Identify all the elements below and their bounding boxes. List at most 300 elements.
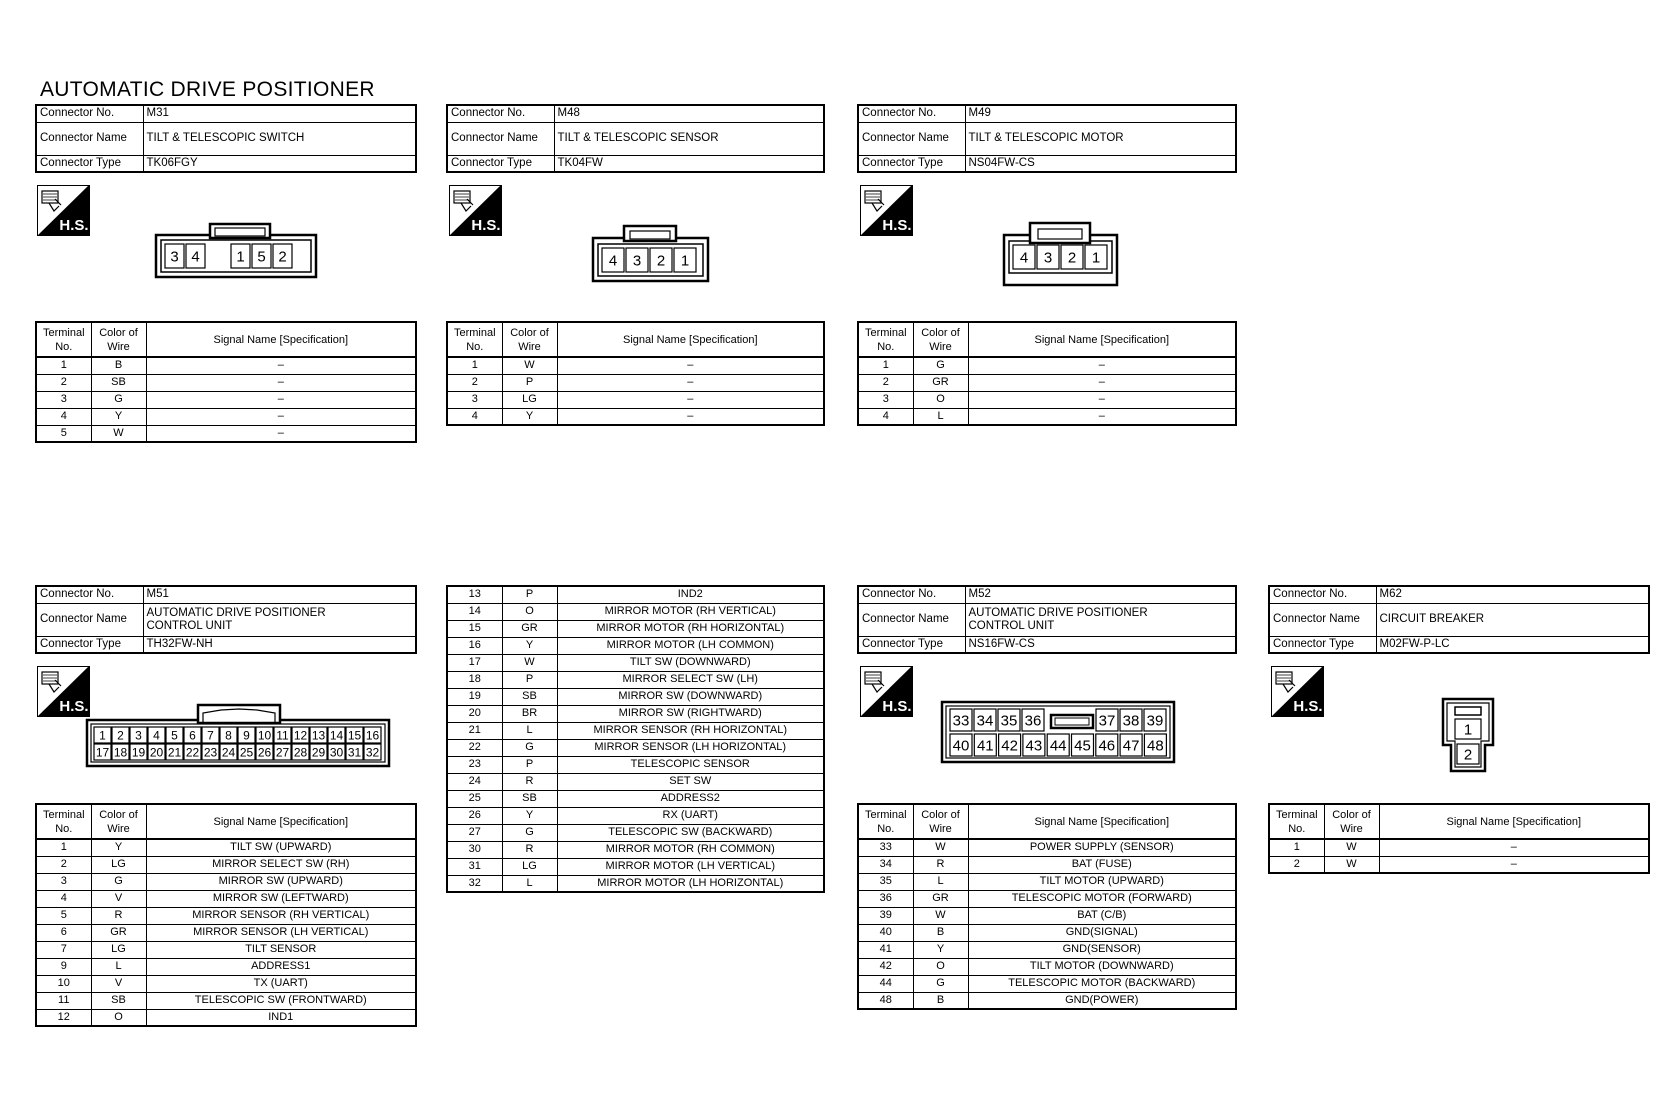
table-row xyxy=(858,408,1236,425)
wire-color-cell: Y xyxy=(91,839,146,856)
signal-name-cell: – xyxy=(968,374,1236,391)
terminal-no-cell: 20 xyxy=(447,705,502,722)
connector-name-label: Connector Name xyxy=(36,122,143,155)
wire-color-cell: Y xyxy=(913,941,968,958)
signal-name-cell: – xyxy=(968,408,1236,425)
connector-face-m31-svg xyxy=(155,222,320,280)
wire-color-cell: SB xyxy=(91,374,146,391)
table-row xyxy=(447,824,824,841)
pin-number: 22 xyxy=(185,745,200,760)
wire-color-cell: B xyxy=(913,924,968,941)
connector-m62 xyxy=(1268,585,1650,654)
wire-color-cell: SB xyxy=(91,992,146,1009)
pin-number: 2 xyxy=(1463,746,1473,764)
signal-name-cell: BAT (FUSE) xyxy=(968,856,1236,873)
signal-name-cell: SET SW xyxy=(557,773,824,790)
pin-number: 4 xyxy=(153,728,160,743)
wire-color-cell: GR xyxy=(913,890,968,907)
connector-info-table xyxy=(857,585,1237,654)
terminal-no-cell: 31 xyxy=(447,858,502,875)
wire-color-cell: LG xyxy=(91,941,146,958)
signal-name-cell: MIRROR SW (RIGHTWARD) xyxy=(557,705,824,722)
pin-table-m52 xyxy=(857,803,1237,1010)
connector-name-label: Connector Name xyxy=(858,122,965,155)
terminal-no-cell: 1 xyxy=(1269,839,1324,856)
signal-name-cell: – xyxy=(557,408,824,425)
pin-number: 8 xyxy=(225,728,232,743)
pin-number: 3 xyxy=(632,252,642,270)
pin-number: 2 xyxy=(117,728,124,743)
color-of-wire-header: Color of Wire xyxy=(91,322,146,357)
signal-name-cell: – xyxy=(146,357,416,374)
wire-color-cell: G xyxy=(913,975,968,992)
pin-number: 17 xyxy=(95,745,110,760)
table-row xyxy=(36,856,416,873)
hs-label: H.S. xyxy=(882,698,912,715)
wire-color-cell: BR xyxy=(502,705,557,722)
terminal-no-cell: 4 xyxy=(36,408,91,425)
wire-color-cell: P xyxy=(502,756,557,773)
pin-number: 3 xyxy=(135,728,142,743)
signal-name-cell: MIRROR MOTOR (RH COMMON) xyxy=(557,841,824,858)
terminal-no-header: Terminal No. xyxy=(36,322,91,357)
harness-side-icon xyxy=(1271,666,1324,717)
signal-name-cell: – xyxy=(968,357,1236,374)
terminal-no-header: Terminal No. xyxy=(447,322,502,357)
pin-table xyxy=(857,803,1237,1010)
pin-number: 39 xyxy=(1146,712,1164,730)
table-row xyxy=(858,391,1236,408)
table-row xyxy=(36,357,416,374)
wire-color-cell: O xyxy=(502,603,557,620)
connector-m49 xyxy=(857,104,1237,173)
connector-name-value: CIRCUIT BREAKER xyxy=(1376,603,1649,636)
signal-name-cell: TILT SW (DOWNWARD) xyxy=(557,654,824,671)
terminal-no-cell: 2 xyxy=(858,374,913,391)
signal-name-cell: MIRROR SENSOR (RH HORIZONTAL) xyxy=(557,722,824,739)
connector-info-table xyxy=(1268,585,1650,654)
terminal-no-cell: 24 xyxy=(447,773,502,790)
signal-name-cell: GND(SENSOR) xyxy=(968,941,1236,958)
terminal-no-cell: 3 xyxy=(447,391,502,408)
connector-face-m52 xyxy=(941,701,1177,765)
pin-number: 42 xyxy=(1001,737,1018,755)
signal-name-cell: TILT SENSOR xyxy=(146,941,416,958)
table-row xyxy=(36,408,416,425)
terminal-no-cell: 22 xyxy=(447,739,502,756)
connector-no-value: M31 xyxy=(143,105,416,122)
terminal-no-cell: 2 xyxy=(36,856,91,873)
terminal-no-cell: 9 xyxy=(36,958,91,975)
connector-m48 xyxy=(446,104,825,173)
wire-color-cell: L xyxy=(913,408,968,425)
connector-face-m62 xyxy=(1441,697,1497,773)
connector-name-label: Connector Name xyxy=(1269,603,1376,636)
page-title: AUTOMATIC DRIVE POSITIONER xyxy=(40,78,375,101)
signal-name-cell: – xyxy=(968,391,1236,408)
pin-number: 45 xyxy=(1074,737,1091,755)
wire-color-cell: P xyxy=(502,671,557,688)
pin-number: 29 xyxy=(311,745,326,760)
wire-color-cell: Y xyxy=(502,637,557,654)
pin-number: 28 xyxy=(293,745,308,760)
wire-color-cell: L xyxy=(913,873,968,890)
table-row xyxy=(858,975,1236,992)
terminal-no-cell: 30 xyxy=(447,841,502,858)
pin-number: 3 xyxy=(1043,249,1053,267)
terminal-no-cell: 2 xyxy=(447,374,502,391)
wire-color-cell: G xyxy=(91,873,146,890)
table-row xyxy=(447,374,824,391)
pin-number: 1 xyxy=(236,248,245,266)
table-row xyxy=(447,637,824,654)
terminal-no-cell: 4 xyxy=(858,408,913,425)
pin-number: 7 xyxy=(207,728,214,743)
harness-side-icon xyxy=(37,666,90,717)
wire-color-cell: W xyxy=(91,425,146,442)
signal-name-cell: – xyxy=(1379,856,1649,873)
connector-type-value: TK04FW xyxy=(554,155,824,172)
table-row xyxy=(447,671,824,688)
connector-info-table xyxy=(446,104,825,173)
signal-name-header: Signal Name [Specification] xyxy=(968,322,1236,357)
table-row xyxy=(36,890,416,907)
pin-table-m49 xyxy=(857,321,1237,426)
color-of-wire-header: Color of Wire xyxy=(913,804,968,839)
terminal-no-header: Terminal No. xyxy=(858,804,913,839)
signal-name-header: Signal Name [Specification] xyxy=(146,804,416,839)
wire-color-cell: Y xyxy=(502,807,557,824)
signal-name-cell: MIRROR MOTOR (RH VERTICAL) xyxy=(557,603,824,620)
pin-table-m51 xyxy=(35,803,417,1027)
signal-name-cell: – xyxy=(146,425,416,442)
pin-number: 21 xyxy=(167,745,182,760)
signal-name-cell: – xyxy=(557,374,824,391)
connector-no-value: M52 xyxy=(965,586,1236,603)
terminal-no-cell: 2 xyxy=(1269,856,1324,873)
hs-label: H.S. xyxy=(882,217,912,234)
connector-no-label: Connector No. xyxy=(858,105,965,122)
wire-color-cell: SB xyxy=(502,688,557,705)
wire-color-cell: GR xyxy=(91,924,146,941)
signal-name-cell: TELESCOPIC MOTOR (FORWARD) xyxy=(968,890,1236,907)
connector-no-label: Connector No. xyxy=(36,586,143,603)
terminal-no-cell: 14 xyxy=(447,603,502,620)
pin-number: 48 xyxy=(1147,737,1164,755)
signal-name-cell: IND2 xyxy=(557,586,824,603)
signal-name-cell: IND1 xyxy=(146,1009,416,1026)
wire-color-cell: W xyxy=(502,357,557,374)
table-row xyxy=(1269,839,1649,856)
terminal-no-cell: 33 xyxy=(858,839,913,856)
signal-name-cell: GND(POWER) xyxy=(968,992,1236,1009)
pin-number: 41 xyxy=(976,737,994,755)
pin-number: 35 xyxy=(1000,712,1018,730)
connector-no-value: M62 xyxy=(1376,586,1649,603)
signal-name-cell: – xyxy=(146,408,416,425)
signal-name-header: Signal Name [Specification] xyxy=(146,322,416,357)
signal-name-cell: ADDRESS1 xyxy=(146,958,416,975)
signal-name-cell: – xyxy=(146,391,416,408)
connector-no-label: Connector No. xyxy=(1269,586,1376,603)
pin-table xyxy=(1268,803,1650,874)
signal-name-cell: TILT MOTOR (UPWARD) xyxy=(968,873,1236,890)
terminal-no-cell: 1 xyxy=(447,357,502,374)
pin-number: 1 xyxy=(99,728,106,743)
pin-number: 10 xyxy=(257,728,272,743)
wire-color-cell: W xyxy=(502,654,557,671)
pin-number: 2 xyxy=(656,252,666,270)
wire-color-cell: R xyxy=(913,856,968,873)
wire-color-cell: R xyxy=(502,773,557,790)
color-of-wire-header: Color of Wire xyxy=(913,322,968,357)
signal-name-cell: MIRROR MOTOR (LH VERTICAL) xyxy=(557,858,824,875)
pin-number: 12 xyxy=(293,728,308,743)
hs-label: H.S. xyxy=(59,698,89,715)
table-row xyxy=(36,839,416,856)
pin-number: 5 xyxy=(257,248,266,266)
wire-color-cell: O xyxy=(913,391,968,408)
terminal-no-cell: 13 xyxy=(447,586,502,603)
pin-number: 13 xyxy=(311,728,326,743)
pin-number: 18 xyxy=(113,745,128,760)
terminal-no-cell: 1 xyxy=(858,357,913,374)
table-row xyxy=(447,603,824,620)
terminal-no-cell: 5 xyxy=(36,425,91,442)
pin-number: 16 xyxy=(365,728,380,743)
connector-name-value: AUTOMATIC DRIVE POSITIONER CONTROL UNIT xyxy=(965,603,1236,636)
signal-name-cell: MIRROR MOTOR (RH HORIZONTAL) xyxy=(557,620,824,637)
connector-type-label: Connector Type xyxy=(858,155,965,172)
color-of-wire-header: Color of Wire xyxy=(502,322,557,357)
pin-number: 23 xyxy=(203,745,218,760)
terminal-no-cell: 32 xyxy=(447,875,502,892)
signal-name-cell: ADDRESS2 xyxy=(557,790,824,807)
wire-color-cell: L xyxy=(91,958,146,975)
pin-number: 30 xyxy=(329,745,344,760)
pin-number: 44 xyxy=(1049,737,1067,755)
wire-color-cell: G xyxy=(91,391,146,408)
pin-table xyxy=(35,321,417,443)
signal-name-cell: MIRROR SW (UPWARD) xyxy=(146,873,416,890)
pin-number: 2 xyxy=(1067,249,1077,267)
wire-color-cell: R xyxy=(502,841,557,858)
table-row xyxy=(447,408,824,425)
wire-color-cell: O xyxy=(91,1009,146,1026)
connector-m51 xyxy=(35,585,417,654)
pin-number: 47 xyxy=(1122,737,1140,755)
pin-number: 11 xyxy=(276,728,289,743)
table-row xyxy=(858,374,1236,391)
pin-number: 5 xyxy=(171,728,178,743)
harness-side-icon xyxy=(860,185,913,236)
table-row xyxy=(36,907,416,924)
pin-table-m62 xyxy=(1268,803,1650,874)
connector-info-table xyxy=(35,104,417,173)
connector-face-m52-svg xyxy=(941,701,1177,765)
connector-type-value: M02FW-P-LC xyxy=(1376,636,1649,653)
connector-no-value: M51 xyxy=(143,586,416,603)
table-row xyxy=(36,425,416,442)
terminal-no-header: Terminal No. xyxy=(1269,804,1324,839)
table-row xyxy=(858,924,1236,941)
wire-color-cell: G xyxy=(502,824,557,841)
connector-type-label: Connector Type xyxy=(1269,636,1376,653)
table-row xyxy=(36,873,416,890)
connector-type-value: NS04FW-CS xyxy=(965,155,1236,172)
pin-number: 1 xyxy=(1463,721,1473,739)
signal-name-cell: MIRROR SW (LEFTWARD) xyxy=(146,890,416,907)
terminal-no-cell: 5 xyxy=(36,907,91,924)
wire-color-cell: Y xyxy=(91,408,146,425)
table-row xyxy=(858,992,1236,1009)
pin-number: 19 xyxy=(131,745,146,760)
terminal-no-cell: 36 xyxy=(858,890,913,907)
signal-name-cell: GND(SIGNAL) xyxy=(968,924,1236,941)
wire-color-cell: V xyxy=(91,890,146,907)
wire-color-cell: W xyxy=(913,907,968,924)
signal-name-cell: MIRROR MOTOR (LH HORIZONTAL) xyxy=(557,875,824,892)
terminal-no-cell: 25 xyxy=(447,790,502,807)
table-row xyxy=(447,391,824,408)
pin-table-m51-continued xyxy=(446,585,825,893)
table-row xyxy=(447,858,824,875)
connector-type-label: Connector Type xyxy=(858,636,965,653)
signal-name-cell: MIRROR SELECT SW (RH) xyxy=(146,856,416,873)
wire-color-cell: B xyxy=(913,992,968,1009)
connector-name-label: Connector Name xyxy=(858,603,965,636)
terminal-no-cell: 7 xyxy=(36,941,91,958)
terminal-no-cell: 12 xyxy=(36,1009,91,1026)
connector-name-value: AUTOMATIC DRIVE POSITIONER CONTROL UNIT xyxy=(143,603,416,636)
terminal-no-cell: 26 xyxy=(447,807,502,824)
wire-color-cell: O xyxy=(913,958,968,975)
signal-name-cell: MIRROR SENSOR (LH HORIZONTAL) xyxy=(557,739,824,756)
connector-face-m31 xyxy=(155,222,320,280)
pin-number: 2 xyxy=(278,248,287,266)
pin-number: 1 xyxy=(1091,249,1101,267)
terminal-no-header: Terminal No. xyxy=(36,804,91,839)
connector-no-value: M48 xyxy=(554,105,824,122)
wire-color-cell: W xyxy=(913,839,968,856)
pin-number: 31 xyxy=(347,745,362,760)
table-row xyxy=(447,586,824,603)
signal-name-cell: POWER SUPPLY (SENSOR) xyxy=(968,839,1236,856)
table-row xyxy=(858,856,1236,873)
table-row xyxy=(447,620,824,637)
color-of-wire-header: Color of Wire xyxy=(1324,804,1379,839)
connector-name-value: TILT & TELESCOPIC SWITCH xyxy=(143,122,416,155)
table-row xyxy=(447,875,824,892)
pin-number: 34 xyxy=(976,712,994,730)
signal-name-cell: TELESCOPIC SW (FRONTWARD) xyxy=(146,992,416,1009)
pin-number: 36 xyxy=(1024,712,1042,730)
wire-color-cell: V xyxy=(91,975,146,992)
wire-color-cell: B xyxy=(91,357,146,374)
table-row xyxy=(36,975,416,992)
wire-color-cell: G xyxy=(913,357,968,374)
terminal-no-cell: 1 xyxy=(36,357,91,374)
terminal-no-cell: 15 xyxy=(447,620,502,637)
signal-name-cell: – xyxy=(146,374,416,391)
pin-number: 26 xyxy=(257,745,272,760)
connector-face-m51-svg xyxy=(86,703,394,769)
connector-face-m49-svg xyxy=(1003,221,1123,287)
pin-number: 4 xyxy=(1019,249,1029,267)
terminal-no-cell: 3 xyxy=(36,391,91,408)
pin-number: 32 xyxy=(365,745,380,760)
terminal-no-cell: 10 xyxy=(36,975,91,992)
connector-type-label: Connector Type xyxy=(36,636,143,653)
wire-color-cell: SB xyxy=(502,790,557,807)
signal-name-cell: TELESCOPIC MOTOR (BACKWARD) xyxy=(968,975,1236,992)
table-row xyxy=(36,941,416,958)
terminal-no-header: Terminal No. xyxy=(858,322,913,357)
signal-name-header: Signal Name [Specification] xyxy=(557,322,824,357)
pin-number: 15 xyxy=(347,728,362,743)
table-row xyxy=(447,841,824,858)
pin-number: 43 xyxy=(1025,737,1043,755)
signal-name-cell: TELESCOPIC SENSOR xyxy=(557,756,824,773)
pin-number: 3 xyxy=(170,248,179,266)
hs-label: H.S. xyxy=(1293,698,1323,715)
table-row xyxy=(36,374,416,391)
terminal-no-cell: 34 xyxy=(858,856,913,873)
connector-type-value: TH32FW-NH xyxy=(143,636,416,653)
harness-side-icon xyxy=(449,185,502,236)
table-row xyxy=(447,722,824,739)
wire-color-cell: P xyxy=(502,586,557,603)
terminal-no-cell: 11 xyxy=(36,992,91,1009)
terminal-no-cell: 3 xyxy=(858,391,913,408)
signal-name-cell: MIRROR SW (DOWNWARD) xyxy=(557,688,824,705)
signal-name-cell: TX (UART) xyxy=(146,975,416,992)
wire-color-cell: W xyxy=(1324,839,1379,856)
pin-number: 25 xyxy=(239,745,254,760)
pin-number: 6 xyxy=(189,728,196,743)
table-row xyxy=(36,958,416,975)
wire-color-cell: L xyxy=(502,875,557,892)
table-row xyxy=(858,907,1236,924)
connector-type-label: Connector Type xyxy=(447,155,554,172)
connector-info-table xyxy=(857,104,1237,173)
connector-face-m48 xyxy=(592,224,712,284)
wire-color-cell: W xyxy=(1324,856,1379,873)
table-row xyxy=(447,739,824,756)
terminal-no-cell: 40 xyxy=(858,924,913,941)
terminal-no-cell: 44 xyxy=(858,975,913,992)
wire-color-cell: GR xyxy=(502,620,557,637)
table-row xyxy=(858,873,1236,890)
terminal-no-cell: 6 xyxy=(36,924,91,941)
pin-number: 1 xyxy=(680,252,690,270)
terminal-no-cell: 27 xyxy=(447,824,502,841)
terminal-no-cell: 41 xyxy=(858,941,913,958)
connector-type-label: Connector Type xyxy=(36,155,143,172)
wire-color-cell: P xyxy=(502,374,557,391)
table-row xyxy=(447,756,824,773)
pin-table-m48 xyxy=(446,321,825,426)
signal-name-header: Signal Name [Specification] xyxy=(1379,804,1649,839)
signal-name-cell: – xyxy=(557,391,824,408)
terminal-no-cell: 1 xyxy=(36,839,91,856)
table-row xyxy=(36,391,416,408)
signal-name-cell: BAT (C/B) xyxy=(968,907,1236,924)
connector-face-m49 xyxy=(1003,221,1123,287)
table-row xyxy=(447,688,824,705)
signal-name-cell: TILT SW (UPWARD) xyxy=(146,839,416,856)
connector-m52 xyxy=(857,585,1237,654)
